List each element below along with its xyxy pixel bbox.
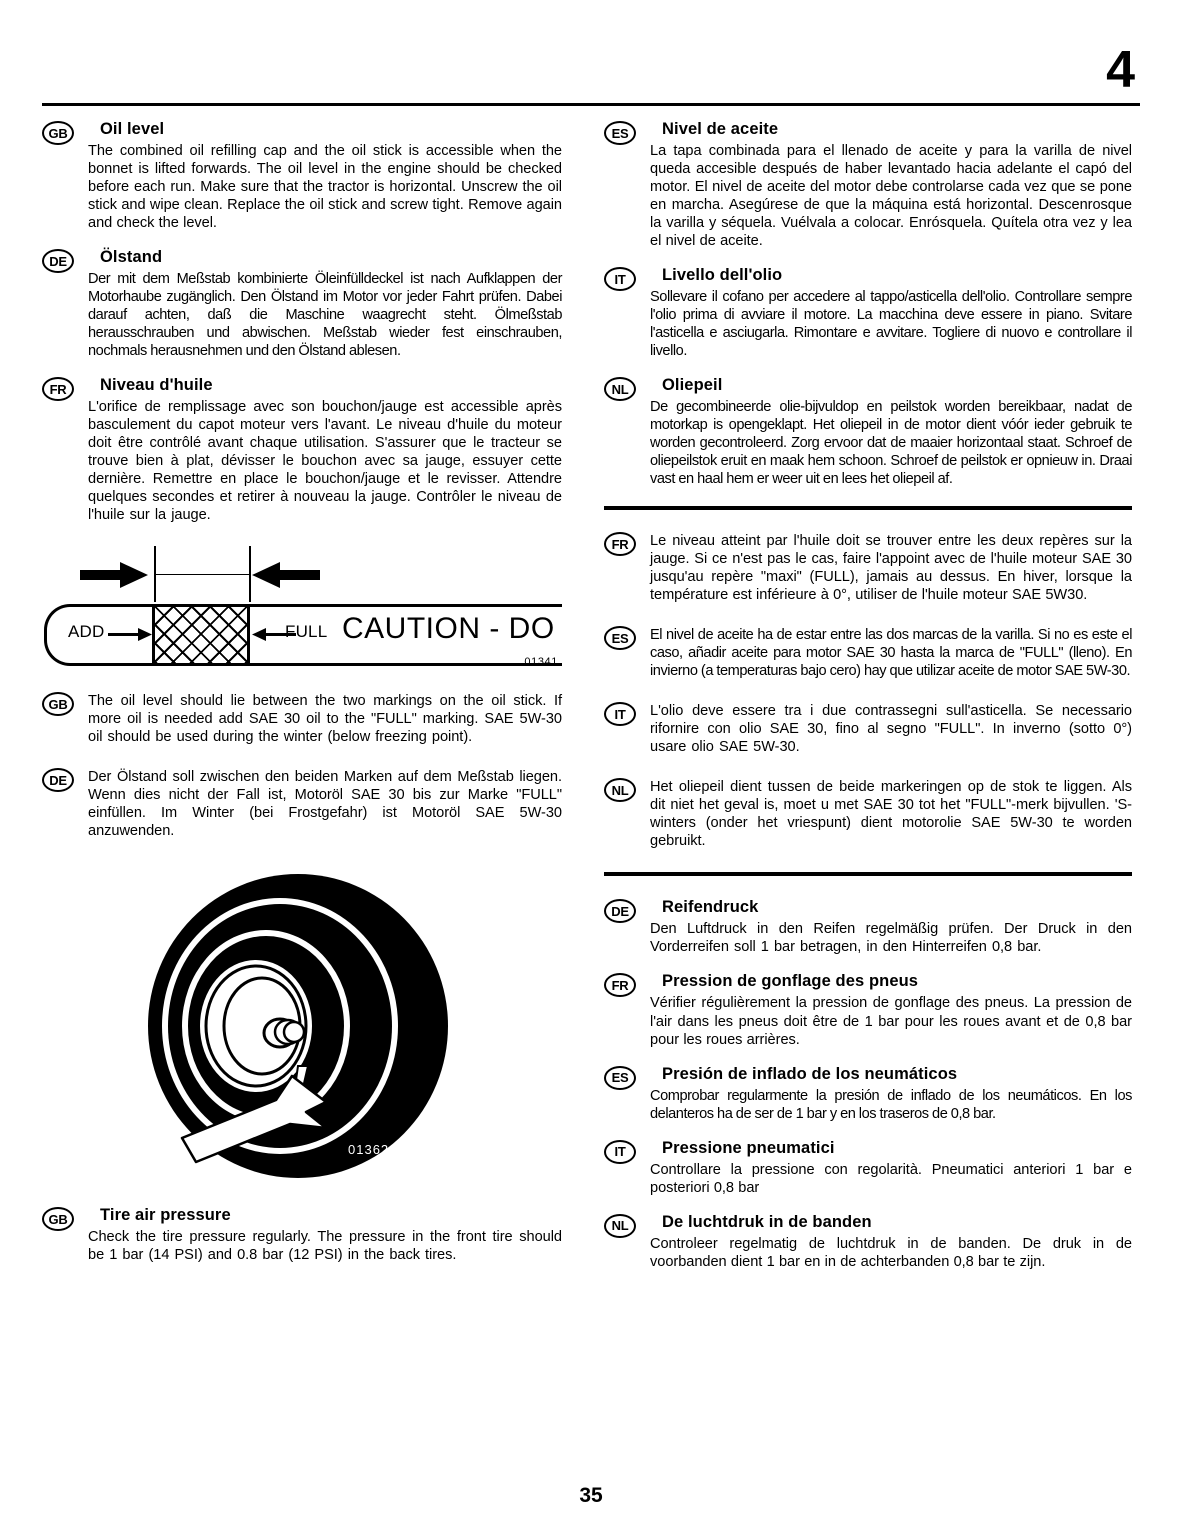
section-tire-pressure-it: [604, 1139, 1132, 1197]
section-body: The oil level should lie between the two markings on the oil stick. If more oil is needed add SAE 30 oil to the "FULL" marking. SAE 5W-30 oil should be used during the winter (below freezing point).: [88, 693, 562, 746]
section-body: Check the tire pressure regularly. The pressure in the front tire should be 1 bar (14 PSI) and 0.8 bar (12 PSI) in the back tires.: [88, 1229, 562, 1264]
flag-badge-de: DE: [604, 899, 636, 923]
chapter-number: 4: [1106, 41, 1134, 99]
section-oil-range-nl: [604, 778, 1132, 850]
section-tire-pressure-nl: [604, 1213, 1132, 1271]
section-body: Sollevare il cofano per accedere al tappo/asticella dell'olio. Controllare sempre l'olio prima di avviare il motore. La macchina deve essere in piano. Svitare l'asticella e asciugarla. Rimontare e avvitare. Togliere di nuovo e controllare il livello.: [650, 289, 1132, 360]
section-body: De gecombineerde olie-bijvuldop en peilstok worden bereikbaar, nadat de motorkap is opengeklapt. Het oliepeil in de motor dient vóór ieder gebruik te worden gecontroleerd. Zorg ervoor dat de maaier horizontaal staat. Schroef de oliepeilstok eruit en maak hem schoon. Schroef de peilstok er opnieuw in. Draai vast en haal hem er weer uit en lees het oliepeil af.: [650, 399, 1132, 488]
section-body: Den Luftdruck in den Reifen regelmäßig prüfen. Der Druck in den Vorderreifen soll 1 bar betragen, in den Hinterreifen 0,8 bar.: [650, 921, 1132, 956]
section-body: Der Ölstand soll zwischen den beiden Marken auf dem Meßstab liegen. Wenn dies nicht der Fall ist, Motoröl SAE 30 bis zur Marke "FULL" einfüllen. Im Winter (bei Frostgefahr) ist Motoröl SAE 5W-30 anzuwenden.: [88, 769, 562, 840]
section-title: Presión de inflado de los neumáticos: [662, 1064, 958, 1083]
section-body: Controleer regelmatig de luchtdruk in de banden. De druk in de voorbanden dient 1 bar en in de achterbanden 0,8 bar te zijn.: [650, 1235, 1132, 1270]
figure-number: 01362: [348, 1142, 390, 1158]
section-body: Het oliepeil dient tussen de beide markeringen op de stok te liggen. Als dit niet het geval is, moet u met SAE 30 tot het "FULL"-merk bijvullen. 'S-winters (onder het vriespunt) dient motorolie SAE 5W-30 te worden gebruikt.: [650, 779, 1132, 850]
section-title: Tire air pressure: [100, 1206, 231, 1225]
dipstick-add-label: ADD: [68, 622, 105, 642]
section-body: Vérifier régulièrement la pression de gonflage des pneus. La pression de l'air dans les pneus doit être de 1 bar pour les roues avant et de 0,8 bar pour les roues arrières.: [650, 995, 1132, 1048]
flag-badge-es: ES: [604, 121, 636, 145]
section-title: Oliepeil: [662, 376, 723, 395]
dipstick-full-label: FULL: [285, 622, 328, 642]
section-body: El nivel de aceite ha de estar entre las dos marcas de la varilla. Si no es este el caso, añadir aceite para motor SAE 30 hasta la marca de "FULL" (lleno). En invierno (a temperaturas bajo cero) hay que utilizar aceite de motor SAE 5W-30.: [650, 627, 1132, 680]
flag-badge-fr: FR: [604, 532, 636, 556]
add-arrow-icon: [108, 628, 152, 641]
tire-illustration: [130, 866, 450, 1186]
section-title: Oil level: [100, 120, 165, 138]
section-title: De luchtdruk in de banden: [662, 1212, 872, 1231]
section-tire-pressure-gb: [42, 1206, 562, 1264]
dipstick-figure: [42, 542, 562, 672]
flag-badge-nl: NL: [604, 377, 636, 401]
flag-badge-it: IT: [604, 1140, 636, 1164]
flag-badge-de: DE: [42, 249, 74, 273]
section-tire-pressure-de: [604, 898, 1132, 956]
section-divider: [604, 872, 1132, 876]
flag-badge-es: ES: [604, 1066, 636, 1090]
section-body: Comprobar regularmente la presión de inflado de los neumáticos. En los delanteros ha de ser de 1 bar y en los traseros de 0,8 bar.: [650, 1087, 1132, 1122]
flag-badge-it: IT: [604, 267, 636, 291]
section-title: Niveau d'huile: [100, 376, 213, 395]
dipstick-caution-label: CAUTION - DO: [342, 612, 555, 646]
right-column: [604, 120, 1132, 1287]
section-body: Le niveau atteint par l'huile doit se trouver entre les deux repères sur la jauge. Si ce n'est pas le cas, faire l'appoint avec de l'huile moteur SAE 30 jusqu'au repère "maxi" (FULL), jamais au dessus. En hiver, lorsque la température est inférieure à 0°, utiliser de l'huile moteur SAE 5W30.: [650, 533, 1132, 604]
section-oil-range-de: [42, 768, 562, 840]
section-oil-level-fr: [42, 376, 562, 524]
dipstick-hatched-zone: [152, 607, 250, 663]
section-title: Pression de gonflage des pneus: [662, 972, 919, 991]
section-body: L'orifice de remplissage avec son bouchon/jauge est accessible après basculement du capot moteur vers l'avant. Le niveau d'huile du moteur doit être contrôlé avant chaque utilisation. S'assurer que le tracteur se trouve bien à plat, dévisser le bouchon avec sa jauge, essuyer cette dernière. Remettre en place le bouchon/jauge et le revisser. Attendre quelques secondes et retirer à nouveau la jauge. Contrôler le niveau de l'huile sur la jauge.: [88, 399, 562, 524]
section-tire-pressure-fr: [604, 972, 1132, 1048]
section-body: L'olio deve essere tra i due contrassegni sull'asticella. Se necessario rifornire con olio SAE 30, fino al segno "FULL". In inverno (sotto 0°) usare olio SAE 5W-30.: [650, 703, 1132, 756]
section-body: The combined oil refilling cap and the oil stick is accessible when the bonnet is lifted forwards. The oil level in the engine should be checked before each run. Make sure that the tractor is horizontal. Unscrew the oil stick and wipe clean. Replace the oil stick and screw tight. Remove again and check the level.: [88, 143, 562, 232]
section-title: Nivel de aceite: [662, 120, 779, 138]
flag-badge-de: DE: [42, 768, 74, 792]
flag-badge-it: IT: [604, 702, 636, 726]
left-column: [42, 120, 562, 1287]
page-number: 35: [579, 1484, 603, 1507]
dipstick-range-arrows: [42, 542, 562, 600]
tire-figure: [42, 866, 562, 1196]
section-oil-range-it: [604, 702, 1132, 756]
section-oil-level-nl: [604, 376, 1132, 488]
header-rule: [42, 103, 1140, 106]
section-title: Reifendruck: [662, 898, 759, 917]
flag-badge-fr: FR: [604, 973, 636, 997]
flag-badge-nl: NL: [604, 778, 636, 802]
flag-badge-gb: GB: [42, 1207, 74, 1231]
arrow-left-icon: [252, 562, 320, 588]
section-oil-range-fr: [604, 532, 1132, 604]
section-oil-level-gb: [42, 120, 562, 232]
section-oil-level-de: [42, 248, 562, 360]
section-body: Der mit dem Meßstab kombinierte Öleinfülldeckel ist nach Aufklappen der Motorhaube zugänglich. Den Ölstand im Motor vor jeder Fahrt prüfen. Dabei darauf achten, daß die Maschine waagrecht steht. Ölmeßstab herausschrauben und abwischen. Meßstab wieder fest einschrauben, nochmals herausnehmen und den Ölstand ablesen.: [88, 271, 562, 360]
arrow-right-icon: [80, 562, 148, 588]
flag-badge-gb: GB: [42, 692, 74, 716]
section-oil-level-es: [604, 120, 1132, 250]
flag-badge-fr: FR: [42, 377, 74, 401]
flag-badge-es: ES: [604, 626, 636, 650]
section-oil-level-it: [604, 266, 1132, 360]
dipstick-body: [42, 604, 562, 669]
figure-number: 01341: [524, 656, 558, 669]
flag-badge-gb: GB: [42, 121, 74, 145]
section-divider: [604, 506, 1132, 510]
section-title: Ölstand: [100, 248, 163, 267]
section-oil-range-es: [604, 626, 1132, 680]
section-title: Livello dell'olio: [662, 266, 783, 285]
section-tire-pressure-es: [604, 1065, 1132, 1123]
section-body: La tapa combinada para el llenado de aceite y para la varilla de nivel queda accesible después de haber levantado hacia adelante el capó del motor. El nivel de aceite del motor debe controlarse cada vez que se pone en marcha. Asegúrese de que la máquina está horizontal. Descenrosque la varilla y séquela. Vuélvala a colocar. Enrósquela. Quítela otra vez y lea el nivel de aceite.: [650, 143, 1132, 250]
section-title: Pressione pneumatici: [662, 1138, 835, 1157]
section-body: Controllare la pressione con regolarità. Pneumatici anteriori 1 bar e posteriori 0,8 bar: [650, 1161, 1132, 1196]
section-oil-range-gb: [42, 692, 562, 746]
flag-badge-nl: NL: [604, 1214, 636, 1238]
range-hairline: [154, 574, 250, 575]
two-column-body: [42, 120, 1146, 1287]
